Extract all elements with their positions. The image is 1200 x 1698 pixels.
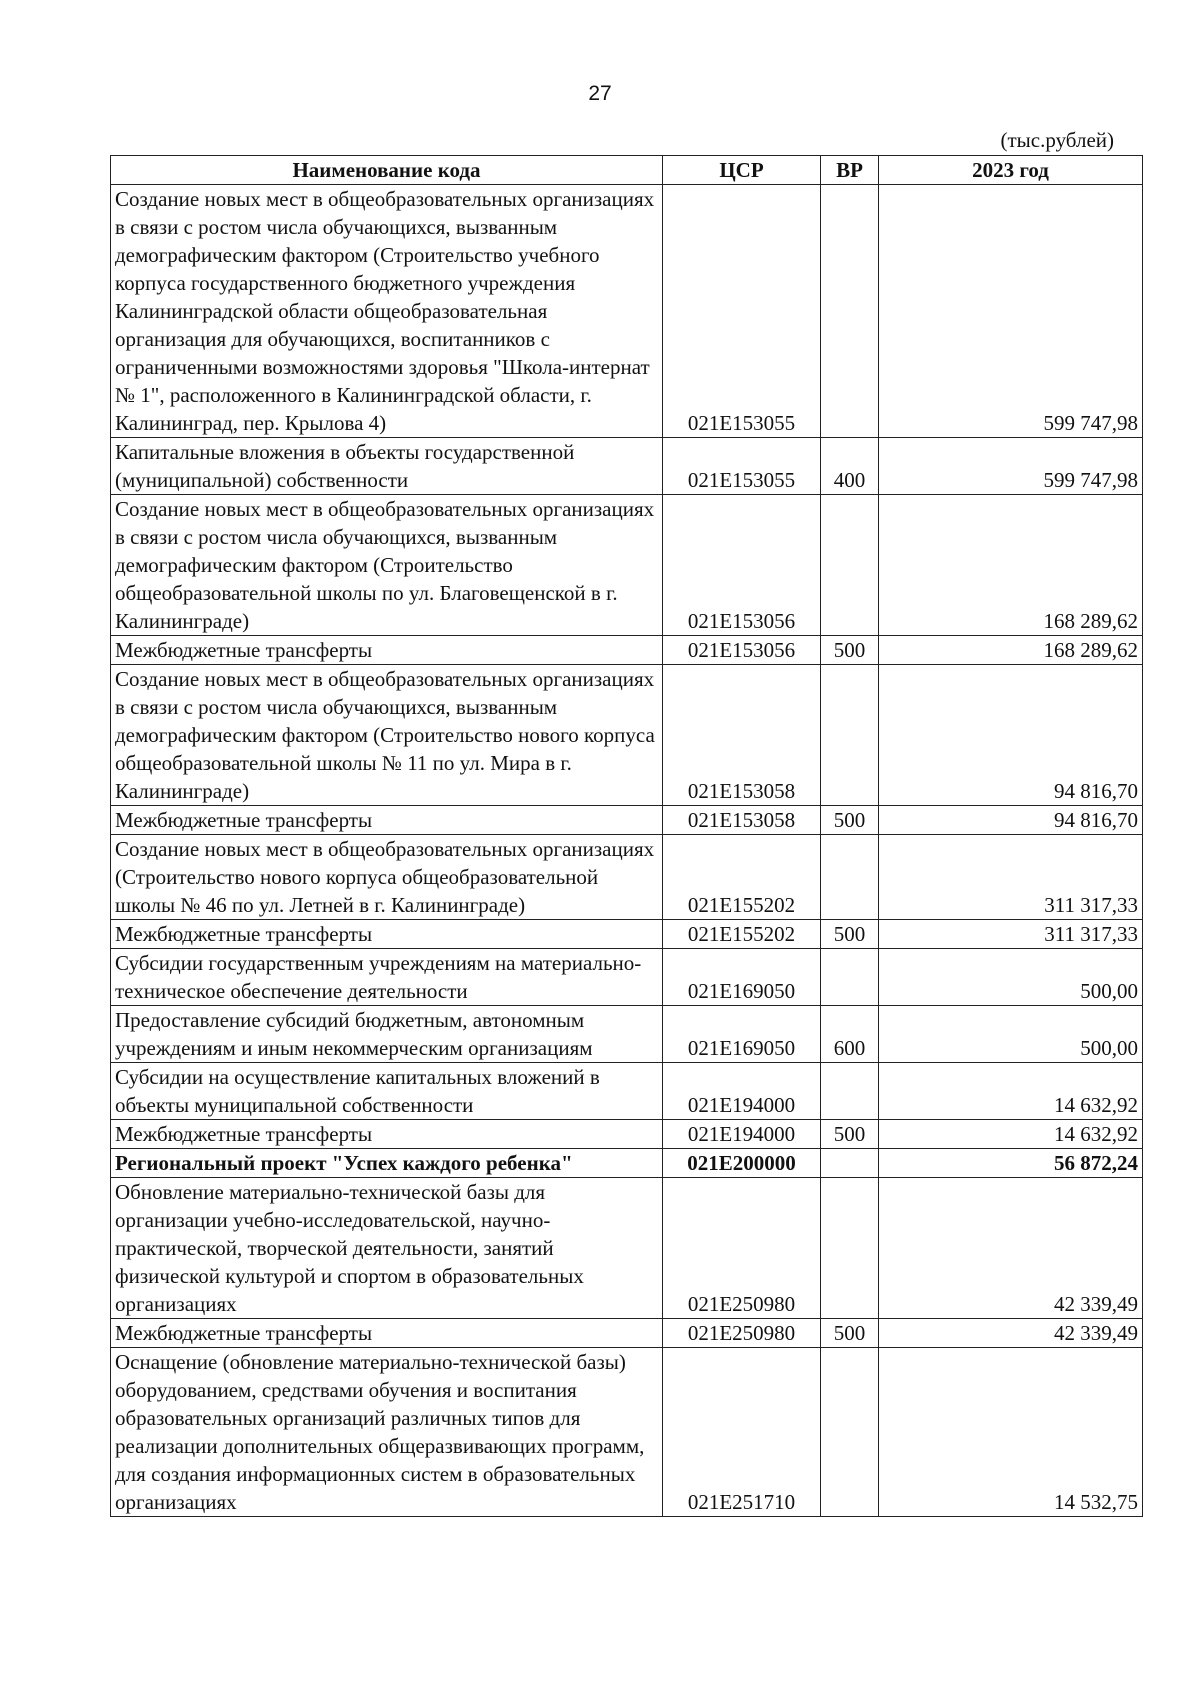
row-vr (821, 949, 879, 1006)
row-vr: 600 (821, 1006, 879, 1063)
row-name: Межбюджетные трансферты (111, 920, 663, 949)
row-name: Создание новых мест в общеобразовательных организациях (Строительство нового корпуса общеобразовательной школы № 46 по ул. Летней в г. Калининграде) (111, 835, 663, 920)
row-name: Обновление материально-технической базы для организации учебно-исследовательской, научно-практической, творческой деятельности, занятий физической культурой и спортом в образовательных организациях (111, 1178, 663, 1319)
table-row (111, 636, 1143, 665)
row-amount: 599 747,98 (879, 185, 1143, 438)
row-amount: 311 317,33 (879, 920, 1143, 949)
row-amount: 168 289,62 (879, 495, 1143, 636)
row-name: Создание новых мест в общеобразовательных организациях в связи с ростом числа обучающихся, вызванным демографическим фактором (Строительство общеобразовательной школы по ул. Благовещенской в г. Калининграде) (111, 495, 663, 636)
row-name: Субсидии на осуществление капитальных вложений в объекты муниципальной собственности (111, 1063, 663, 1120)
row-vr: 500 (821, 1120, 879, 1149)
table-row (111, 1178, 1143, 1319)
row-name: Создание новых мест в общеобразовательных организациях в связи с ростом числа обучающихся, вызванным демографическим фактором (Строительство нового корпуса общеобразовательной школы № 11 по ул. Мира в г. Калининграде) (111, 665, 663, 806)
table-row (111, 1120, 1143, 1149)
row-vr: 500 (821, 1319, 879, 1348)
row-csr: 021E169050 (663, 949, 821, 1006)
table-row (111, 1006, 1143, 1063)
row-amount: 14 632,92 (879, 1120, 1143, 1149)
row-vr (821, 835, 879, 920)
table-row (111, 1319, 1143, 1348)
table-row (111, 665, 1143, 806)
row-vr (821, 1063, 879, 1120)
table-row (111, 1063, 1143, 1120)
row-csr: 021E153055 (663, 438, 821, 495)
row-csr: 021E155202 (663, 835, 821, 920)
table-row (111, 495, 1143, 636)
row-csr: 021E200000 (663, 1149, 821, 1178)
page-number: 27 (588, 82, 612, 105)
row-amount: 42 339,49 (879, 1178, 1143, 1319)
row-csr: 021E251710 (663, 1348, 821, 1517)
row-csr: 021E155202 (663, 920, 821, 949)
table-row (111, 185, 1143, 438)
row-name: Капитальные вложения в объекты государственной (муниципальной) собственности (111, 438, 663, 495)
row-csr: 021E153058 (663, 806, 821, 835)
header-vr: ВР (821, 156, 879, 185)
row-vr: 500 (821, 920, 879, 949)
row-amount: 311 317,33 (879, 835, 1143, 920)
row-csr: 021E169050 (663, 1006, 821, 1063)
row-amount: 94 816,70 (879, 665, 1143, 806)
row-csr: 021E153055 (663, 185, 821, 438)
row-amount: 42 339,49 (879, 1319, 1143, 1348)
row-name: Межбюджетные трансферты (111, 1120, 663, 1149)
row-amount: 14 532,75 (879, 1348, 1143, 1517)
row-amount: 599 747,98 (879, 438, 1143, 495)
table-header-row (111, 156, 1143, 185)
row-amount: 56 872,24 (879, 1149, 1143, 1178)
row-vr: 400 (821, 438, 879, 495)
row-amount: 500,00 (879, 1006, 1143, 1063)
row-vr (821, 1178, 879, 1319)
row-name: Оснащение (обновление материально-технической базы) оборудованием, средствами обучения и воспитания образовательных организаций различных типов для реализации дополнительных общеразвивающих программ, для создания информационных систем в образовательных организациях (111, 1348, 663, 1517)
row-name: Создание новых мест в общеобразовательных организациях в связи с ростом числа обучающихся, вызванным демографическим фактором (Строительство учебного корпуса государственного бюджетного учреждения Калининградской области общеобразовательная организация для обучающихся, воспитанников с ограниченными возможностями здоровья "Школа-интернат № 1", расположенного в Калининградской области, г. Калининград, пер. Крылова 4) (111, 185, 663, 438)
table-row (111, 835, 1143, 920)
row-vr: 500 (821, 806, 879, 835)
row-name: Региональный проект "Успех каждого ребенка" (111, 1149, 663, 1178)
row-name: Межбюджетные трансферты (111, 636, 663, 665)
row-csr: 021E153058 (663, 665, 821, 806)
row-vr (821, 1348, 879, 1517)
header-year: 2023 год (879, 156, 1143, 185)
table-row (111, 806, 1143, 835)
units-label: (тыс.рублей) (1000, 128, 1114, 152)
row-csr: 021E153056 (663, 495, 821, 636)
row-amount: 14 632,92 (879, 1063, 1143, 1120)
row-amount: 94 816,70 (879, 806, 1143, 835)
table-row-section (111, 1149, 1143, 1178)
row-vr (821, 185, 879, 438)
row-name: Межбюджетные трансферты (111, 806, 663, 835)
row-name: Межбюджетные трансферты (111, 1319, 663, 1348)
row-csr: 021E194000 (663, 1120, 821, 1149)
table-row (111, 1348, 1143, 1517)
header-csr: ЦСР (663, 156, 821, 185)
row-name: Субсидии государственным учреждениям на материально-техническое обеспечение деятельности (111, 949, 663, 1006)
row-vr (821, 495, 879, 636)
row-amount: 168 289,62 (879, 636, 1143, 665)
row-csr: 021E153056 (663, 636, 821, 665)
row-csr: 021E250980 (663, 1178, 821, 1319)
table-row (111, 438, 1143, 495)
row-vr (821, 1149, 879, 1178)
row-csr: 021E250980 (663, 1319, 821, 1348)
row-vr: 500 (821, 636, 879, 665)
row-vr (821, 665, 879, 806)
budget-table (110, 155, 1143, 1517)
table-row (111, 949, 1143, 1006)
row-csr: 021E194000 (663, 1063, 821, 1120)
header-name: Наименование кода (111, 156, 663, 185)
row-amount: 500,00 (879, 949, 1143, 1006)
table-row (111, 920, 1143, 949)
row-name: Предоставление субсидий бюджетным, автономным учреждениям и иным некоммерческим организациям (111, 1006, 663, 1063)
